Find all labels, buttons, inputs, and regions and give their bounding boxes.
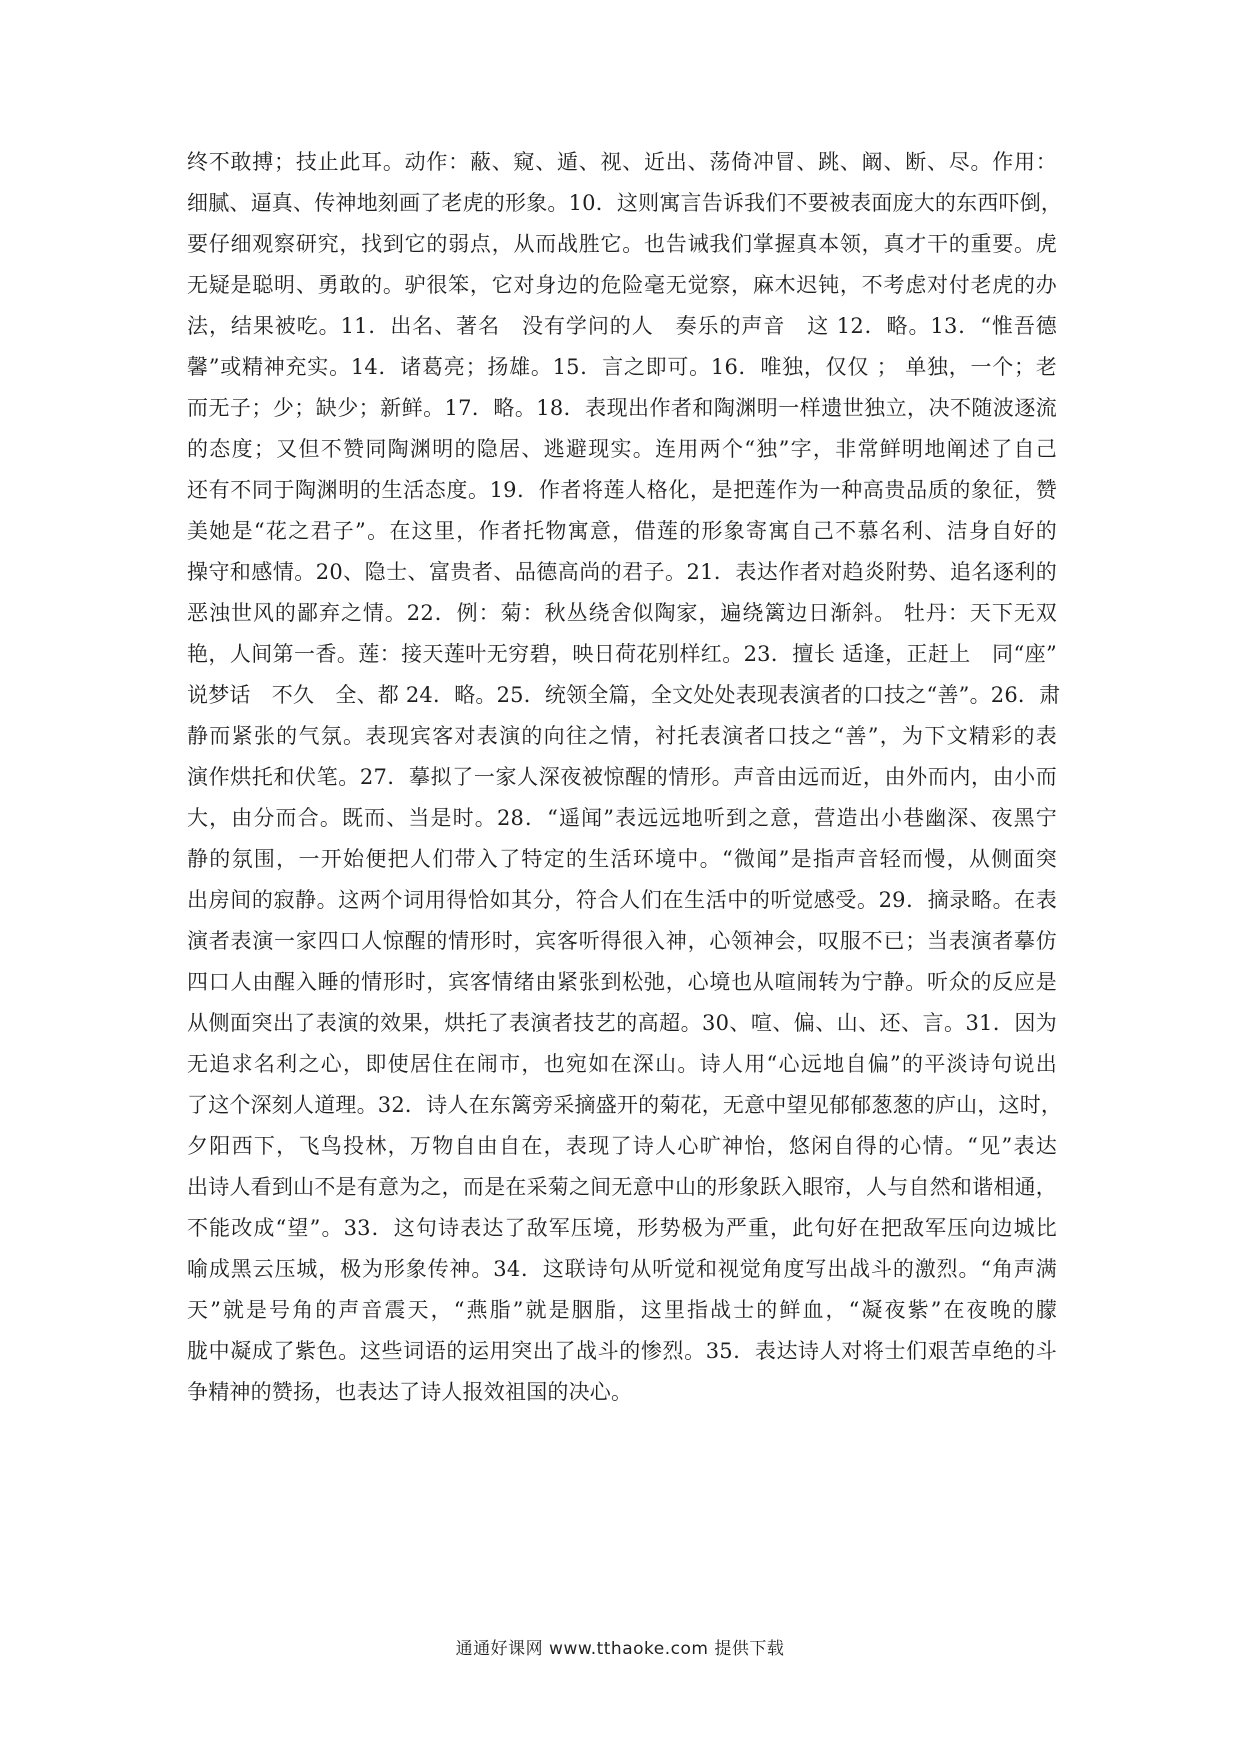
text-line: 美她是“花之君子”。在这里，作者托物寓意，借莲的形象寄寓自己不慕名利、洁身自好的	[187, 519, 1057, 543]
text-line: 出房间的寂静。这两个词用得恰如其分，符合人们在生活中的听觉感受。29．摘录略。在表	[187, 888, 1057, 912]
text-line: 要仔细观察研究，找到它的弱点，从而战胜它。也告诫我们掌握真本领，真才干的重要。虎	[187, 232, 1057, 256]
text-line: 馨”或精神充实。14．诸葛亮；扬雄。15．言之即可。16．唯独，仅仅 ； 单独，一个；老	[187, 355, 1057, 379]
text-line: 喻成黑云压城，极为形象传神。34．这联诗句从听觉和视觉角度写出战斗的激烈。“角声满	[187, 1257, 1057, 1281]
page-footer: 通通好课网 www.tthaoke.com 提供下载	[455, 1639, 785, 1659]
text-line: 夕阳西下，飞鸟投林，万物自由自在，表现了诗人心旷神怡，悠闲自得的心情。“见”表达	[187, 1134, 1057, 1158]
text-line: 不能改成“望”。33．这句诗表达了敌军压境，形势极为严重，此句好在把敌军压向边城比	[187, 1216, 1057, 1240]
text-line: 天”就是号角的声音震天，“燕脂”就是胭脂，这里指战士的鲜血，“凝夜紫”在夜晚的朦	[187, 1298, 1057, 1322]
text-line: 无追求名利之心，即使居住在闹市，也宛如在深山。诗人用“心远地自偏”的平淡诗句说出	[187, 1052, 1057, 1076]
text-line: 终不敢搏；技止此耳。动作：蔽、窥、遁、视、近出、荡倚冲冒、跳、阚、断、尽。作用：	[187, 150, 1057, 174]
text-line: 的态度；又但不赞同陶渊明的隐居、逃避现实。连用两个“独”字，非常鲜明地阐述了自己	[187, 437, 1057, 461]
text-line: 静而紧张的气氛。表现宾客对表演的向往之情，衬托表演者口技之“善”，为下文精彩的表	[187, 724, 1057, 748]
text-line: 而无子；少；缺少；新鲜。17．略。18．表现出作者和陶渊明一样遗世独立，决不随波逐流	[187, 396, 1057, 420]
text-line: 争精神的赞扬，也表达了诗人报效祖国的决心。	[187, 1380, 633, 1404]
text-line: 大，由分而合。既而、当是时。28．“遥闻”表远远地听到之意，营造出小巷幽深、夜黑宁	[187, 806, 1057, 830]
text-line: 静的氛围，一开始便把人们带入了特定的生活环境中。“微闻”是指声音轻而慢，从侧面突	[187, 847, 1057, 871]
text-line: 法，结果被吃。11．出名、著名 没有学问的人 奏乐的声音 这 12．略。13．“惟吾德	[187, 314, 1057, 338]
text-line: 艳，人间第一香。莲：接天莲叶无穷碧，映日荷花别样红。23．擅长 适逢，正赶上 同“座”	[187, 642, 1057, 666]
text-line: 无疑是聪明、勇敢的。驴很笨，它对身边的危险毫无觉察，麻木迟钝，不考虑对付老虎的办	[187, 273, 1057, 297]
text-line: 细腻、逼真、传神地刻画了老虎的形象。10．这则寓言告诉我们不要被表面庞大的东西吓倒，	[187, 191, 1063, 215]
text-line: 四口人由醒入睡的情形时，宾客情绪由紧张到松弛，心境也从喧闹转为宁静。听众的反应是	[187, 970, 1057, 994]
text-line: 恶浊世风的鄙弃之情。22．例：菊：秋丛绕舍似陶家，遍绕篱边日渐斜。 牡丹：天下无双	[187, 601, 1057, 625]
answer-text-block	[187, 142, 1063, 1413]
text-line: 演作烘托和伏笔。27．摹拟了一家人深夜被惊醒的情形。声音由远而近，由外而内，由小而	[187, 765, 1057, 789]
text-line: 操守和感情。20、隐士、富贵者、品德高尚的君子。21．表达作者对趋炎附势、追名逐利的	[187, 560, 1057, 584]
text-line: 还有不同于陶渊明的生活态度。19．作者将莲人格化，是把莲作为一种高贵品质的象征，赞	[187, 478, 1057, 502]
text-line: 出诗人看到山不是有意为之，而是在采菊之间无意中山的形象跃入眼帘，人与自然和谐相通，	[187, 1175, 1057, 1199]
text-line: 说梦话 不久 全、都 24．略。25．统领全篇，全文处处表现表演者的口技之“善”。26．肃	[187, 683, 1061, 707]
text-line: 演者表演一家四口人惊醒的情形时，宾客听得很入神，心领神会，叹服不已；当表演者摹仿	[187, 929, 1057, 953]
text-line: 从侧面突出了表演的效果，烘托了表演者技艺的高超。30、喧、偏、山、还、言。31．因为	[187, 1011, 1057, 1035]
text-line: 胧中凝成了紫色。这些词语的运用突出了战斗的惨烈。35．表达诗人对将士们艰苦卓绝的斗	[187, 1339, 1057, 1363]
text-line: 了这个深刻人道理。32．诗人在东篱旁采摘盛开的菊花，无意中望见郁郁葱葱的庐山，这时，	[187, 1093, 1063, 1117]
